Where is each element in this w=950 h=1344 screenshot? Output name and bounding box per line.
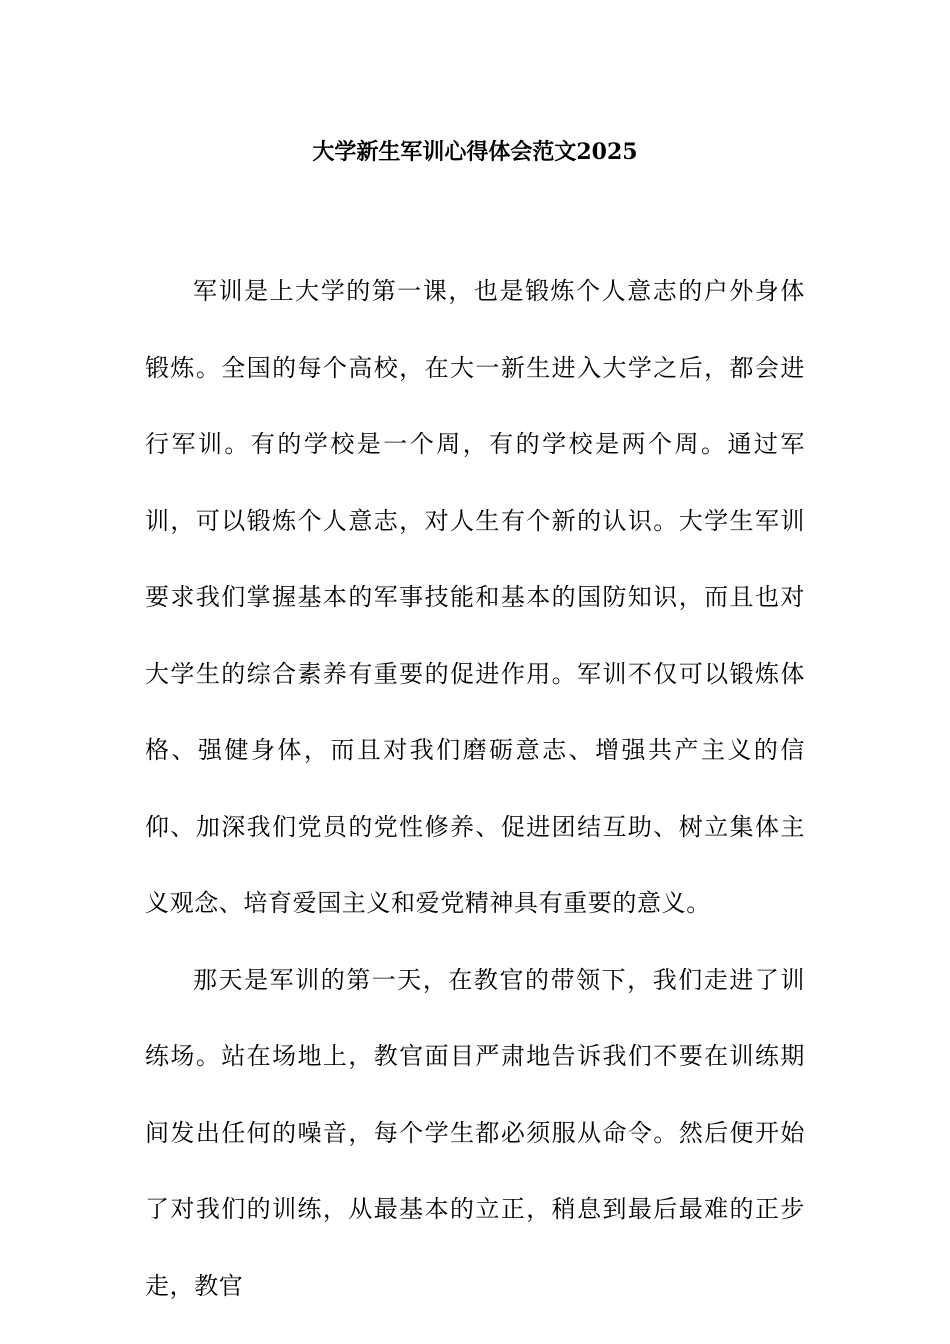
- paragraph-1: 军训是上大学的第一课，也是锻炼个人意志的户外身体锻炼。全国的每个高校，在大一新生进入大学之后，都会进行军训。有的学校是一个周，有的学校是两个周。通过军训，可以锻炼个人意志，对人生有个新的认识。大学生军训要求我们掌握基本的军事技能和基本的国防知识，而且也对大学生的综合素养有重要的促进作用。军训不仅可以锻炼体格、强健身体，而且对我们磨砺意志、增强共产主义的信仰、加深我们党员的党性修养、促进团结互助、树立集体主义观念、培育爱国主义和爱党精神具有重要的意义。: [145, 277, 805, 917]
- paragraph-2: 那天是军训的第一天，在教官的带领下，我们走进了训练场。站在场地上，教官面目严肃地告诉我们不要在训练期间发出任何的噪音，每个学生都必须服从命令。然后便开始了对我们的训练，从最基本的立正，稍息到最后最难的正步走，教官: [145, 965, 805, 1300]
- document-title: 大学新生军训心得体会范文2025: [312, 139, 638, 165]
- document-body: [145, 253, 805, 1324]
